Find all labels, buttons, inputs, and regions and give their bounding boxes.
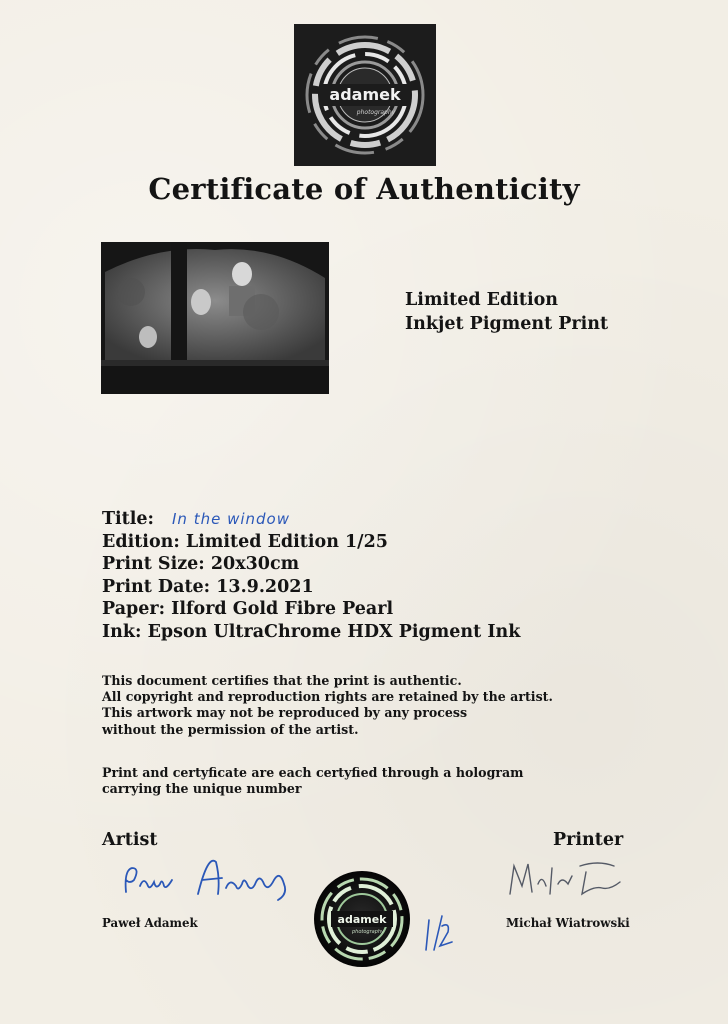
printer-signature-icon xyxy=(502,854,632,904)
page-title: Certificate of Authenticity xyxy=(148,172,580,206)
logo-rings-icon xyxy=(294,24,436,166)
statement-line2: All copyright and reproduction rights are retained by the artist. xyxy=(102,689,553,705)
title-value: In the window xyxy=(172,510,290,528)
logo-tagline: photography xyxy=(356,109,396,116)
artist-signature-icon xyxy=(118,850,308,910)
title-row xyxy=(102,508,520,531)
edition-type xyxy=(405,288,608,336)
statement-line1: This document certifies that the print is authentic. xyxy=(102,673,462,688)
artist-name: Paweł Adamek xyxy=(102,916,198,930)
hologram-note-line2: carrying the unique number xyxy=(102,781,302,797)
hologram-note-line1: Print and certyficate are each certyfied through a hologram xyxy=(102,765,524,780)
statement-line3: This artwork may not be reproduced by any process xyxy=(102,705,468,721)
edition-row: Edition: Limited Edition 1/25 xyxy=(102,531,388,552)
logo-brand-text: adamek xyxy=(329,85,401,104)
edition-type-line1: Limited Edition xyxy=(405,290,559,310)
hologram-brand-text: adamek xyxy=(337,913,387,926)
printer-heading: Printer xyxy=(553,830,624,850)
paper-row: Paper: Ilford Gold Fibre Pearl xyxy=(102,599,394,619)
hologram-tagline: photography xyxy=(351,929,385,935)
printer-name: Michał Wiatrowski xyxy=(506,916,630,930)
edition-type-line2: Inkjet Pigment Print xyxy=(405,314,609,334)
artist-heading: Artist xyxy=(102,830,158,850)
ink-row: Ink: Epson UltraChrome HDX Pigment Ink xyxy=(102,621,521,642)
print-size-row: Print Size: 20x30cm xyxy=(102,554,300,574)
authenticity-statement xyxy=(102,673,553,738)
brand-logo xyxy=(294,24,436,166)
title-label: Title: xyxy=(102,509,154,529)
hologram-note xyxy=(102,765,524,797)
statement-line4: without the permission of the artist. xyxy=(102,721,359,737)
print-details xyxy=(102,508,520,643)
edition-number-mark-icon xyxy=(420,912,456,952)
print-date-row: Print Date: 13.9.2021 xyxy=(102,576,314,597)
artwork-photo xyxy=(101,242,329,394)
window-photo-image xyxy=(101,242,329,394)
hologram-seal-icon xyxy=(313,870,411,968)
